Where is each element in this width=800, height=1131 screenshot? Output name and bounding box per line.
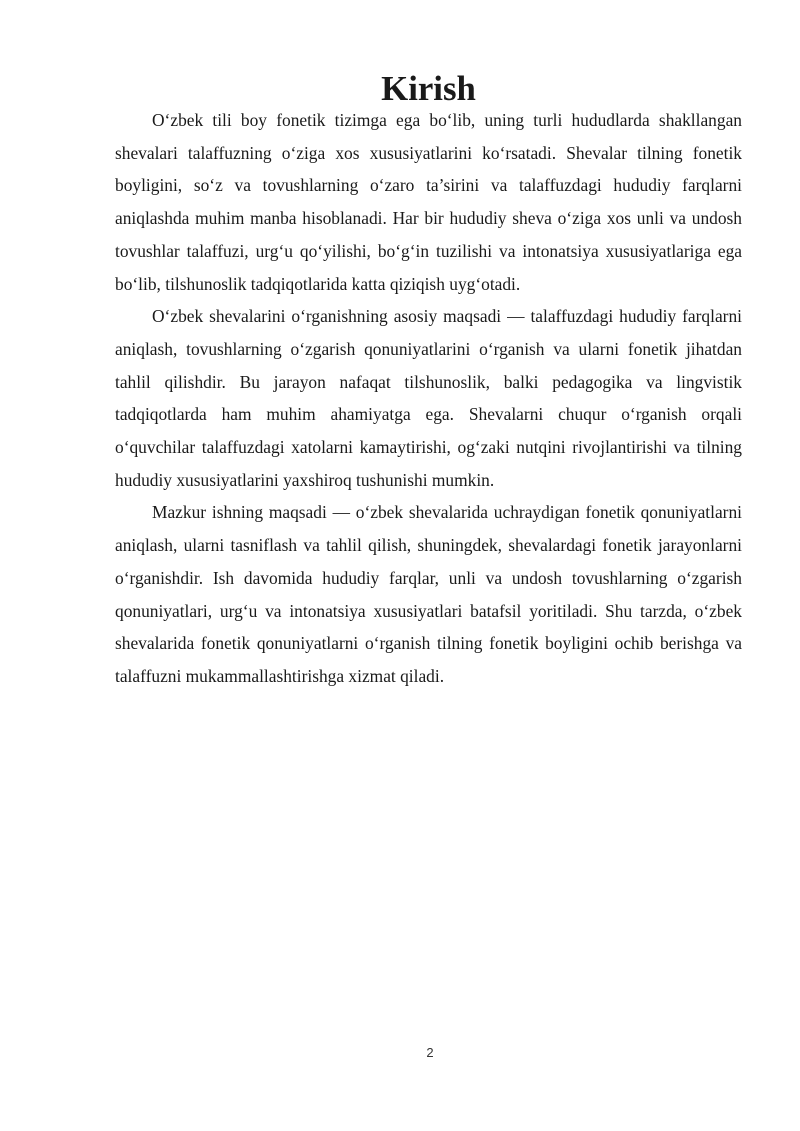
page-number: 2: [426, 1045, 434, 1060]
document-page: [115, 69, 742, 693]
paragraph-3: Mazkur ishning maqsadi — o‘zbek shevalarida uchraydigan fonetik qonuniyatlarni aniqlash, ularni tasniflash va tahlil qilish, shuningdek, shevalardagi fonetik jarayonlarni o‘rganishdir. Ish davomida hududiy farqlar, unli va undosh tovushlarning o‘zgarish qonuniyatlari, urg‘u va intonatsiya xususiyatlari batafsil yoritiladi. Shu tarzda, o‘zbek shevalarida fonetik qonuniyatlarni o‘rganish tilning fonetik boyligini ochib berishga va talaffuzni mukammallashtirishga xizmat qiladi.: [115, 502, 742, 686]
section-title: Kirish: [381, 69, 476, 108]
paragraph-1: O‘zbek tili boy fonetik tizimga ega bo‘lib, uning turli hududlarda shakllangan shevalari talaffuzning o‘ziga xos xususiyatlarini ko‘rsatadi. Shevalar tilning fonetik boyligini, so‘z va tovushlarning o‘zaro ta’sirini va talaffuzdagi hududiy farqlarni aniqlashda muhim manba hisoblanadi. Har bir hududiy sheva o‘ziga xos unli va undosh tovushlar talaffuzi, urg‘u qo‘yilishi, bo‘g‘in tuzilishi va intonatsiya xususiyatlariga ega bo‘lib, tilshunoslik tadqiqotlarida katta qiziqish uyg‘otadi.: [115, 110, 742, 294]
paragraph-2: O‘zbek shevalarini o‘rganishning asosiy maqsadi — talaffuzdagi hududiy farqlarni aniqlash, tovushlarning o‘zgarish qonuniyatlarini o‘rganish va ularni fonetik jihatdan tahlil qilishdir. Bu jarayon nafaqat tilshunoslik, balki pedagogika va lingvistik tadqiqotlarda ham muhim ahamiyatga ega. Shevalarni chuqur o‘rganish orqali o‘quvchilar talaffuzdagi xatolarni kamaytirishi, og‘zaki nutqini rivojlantirishi va tilning hududiy xususiyatlarini yaxshiroq tushunishi mumkin.: [115, 306, 742, 490]
